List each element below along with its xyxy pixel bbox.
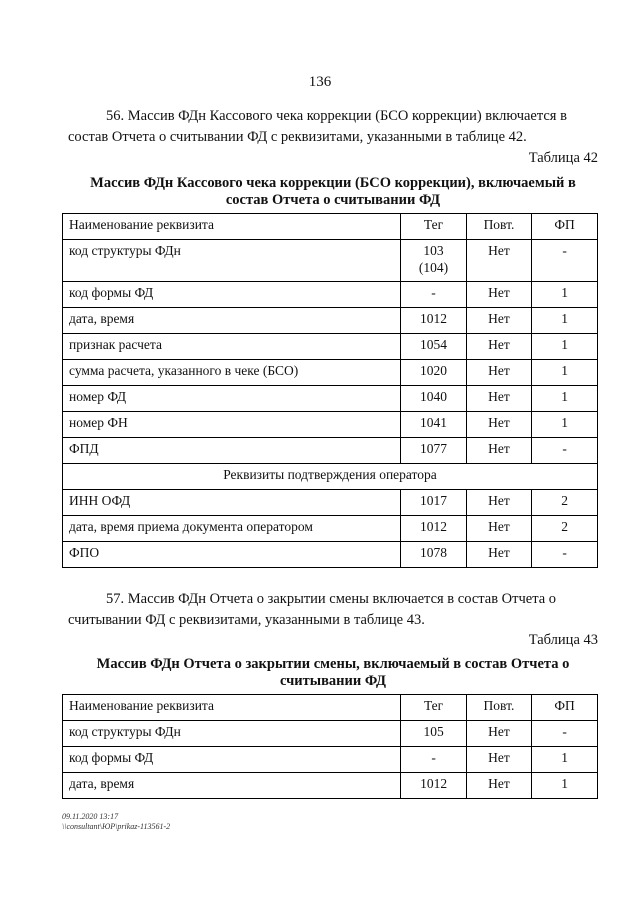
table-row: [63, 721, 598, 747]
cell-fp: 1: [532, 360, 598, 386]
cell-tag: 1078: [401, 542, 466, 568]
cell-repeat: Нет: [466, 282, 532, 308]
cell-repeat: Нет: [466, 773, 532, 799]
cell-name: номер ФД: [63, 386, 401, 412]
table-43-title: [68, 656, 598, 690]
cell-name: код структуры ФДн: [63, 721, 401, 747]
table-42-title-line2: состав Отчета о считывании ФД: [225, 192, 441, 208]
cell-repeat: Нет: [466, 386, 532, 412]
cell-tag: -: [401, 747, 466, 773]
cell-tag: -: [401, 282, 466, 308]
footer-stamp: [62, 812, 170, 832]
table-row: [63, 542, 598, 568]
table-header-row: [63, 214, 598, 240]
cell-repeat: Нет: [466, 240, 532, 282]
cell-repeat: Нет: [466, 721, 532, 747]
table-42-title-line1: Массив ФДн Кассового чека коррекции (БСО коррекции), включаемый в: [90, 175, 576, 191]
cell-fp: 2: [532, 516, 598, 542]
table-43-caption: Таблица 43: [528, 632, 598, 648]
paragraph-56-line2: состав Отчета о считывании ФД с реквизитами, указанными в таблице 42.: [68, 129, 527, 145]
cell-fp: -: [532, 438, 598, 464]
paragraph-57-line1: 57. Массив ФДн Отчета о закрытии смены включается в состав Отчета о: [106, 591, 557, 607]
cell-name: номер ФН: [63, 412, 401, 438]
table-43: [62, 694, 598, 799]
cell-tag: 1012: [401, 308, 466, 334]
table-row: [63, 438, 598, 464]
operator-confirmation-subheader: Реквизиты подтверждения оператора: [63, 464, 598, 490]
table-42-caption: Таблица 42: [528, 150, 598, 166]
cell-fp: -: [532, 542, 598, 568]
header-repeat: Повт.: [466, 695, 532, 721]
cell-name: код формы ФД: [63, 282, 401, 308]
cell-repeat: Нет: [466, 542, 532, 568]
table-row: [63, 308, 598, 334]
table-row: [63, 747, 598, 773]
cell-fp: 1: [532, 773, 598, 799]
table-row: [63, 240, 598, 282]
header-fp: ФП: [532, 214, 598, 240]
cell-name: код формы ФД: [63, 747, 401, 773]
table-row: [63, 386, 598, 412]
cell-tag: 105: [401, 721, 466, 747]
cell-name: сумма расчета, указанного в чеке (БСО): [63, 360, 401, 386]
header-name: Наименование реквизита: [63, 214, 401, 240]
cell-fp: 1: [532, 386, 598, 412]
cell-fp: 2: [532, 490, 598, 516]
footer-filepath: \\consultant\ЮР\prikaz-113561-2: [62, 822, 171, 831]
cell-fp: -: [532, 240, 598, 282]
footer-timestamp: 09.11.2020 13:17: [62, 812, 119, 821]
paragraph-57-line2: считывании ФД с реквизитами, указанными в таблице 43.: [68, 612, 425, 628]
cell-fp: -: [532, 721, 598, 747]
cell-tag: 1054: [401, 334, 466, 360]
paragraph-57: [68, 589, 598, 631]
cell-tag-primary: 103: [423, 243, 444, 258]
table-row: [63, 773, 598, 799]
paragraph-56-line1: 56. Массив ФДн Кассового чека коррекции (БСО коррекции) включается в: [106, 108, 567, 124]
cell-repeat: Нет: [466, 334, 532, 360]
paragraph-56: [68, 106, 598, 148]
table-43-title-line1: Массив ФДн Отчета о закрытии смены, включаемый в состав Отчета о: [96, 656, 570, 672]
table-row: [63, 490, 598, 516]
cell-fp: 1: [532, 747, 598, 773]
cell-name: дата, время: [63, 308, 401, 334]
cell-tag: 1012: [401, 773, 466, 799]
header-name: Наименование реквизита: [63, 695, 401, 721]
table-row: [63, 412, 598, 438]
cell-tag: 1020: [401, 360, 466, 386]
table-43-title-line2: считывании ФД: [279, 673, 387, 689]
header-repeat: Повт.: [466, 214, 532, 240]
cell-repeat: Нет: [466, 490, 532, 516]
header-tag: Тег: [401, 695, 466, 721]
table-row: [63, 516, 598, 542]
cell-tag: 1017: [401, 490, 466, 516]
cell-fp: 1: [532, 334, 598, 360]
table-42: [62, 213, 598, 568]
cell-tag-secondary: (104): [418, 260, 449, 275]
cell-name: ФПД: [63, 438, 401, 464]
table-42-title: [68, 175, 598, 209]
table-row: [63, 282, 598, 308]
cell-tag: 1041: [401, 412, 466, 438]
header-tag: Тег: [401, 214, 466, 240]
cell-repeat: Нет: [466, 438, 532, 464]
cell-repeat: Нет: [466, 747, 532, 773]
cell-repeat: Нет: [466, 308, 532, 334]
table-subheader-row: [63, 464, 598, 490]
cell-name: ИНН ОФД: [63, 490, 401, 516]
cell-tag: 1077: [401, 438, 466, 464]
cell-tag: 1040: [401, 386, 466, 412]
cell-repeat: Нет: [466, 516, 532, 542]
cell-name: дата, время: [63, 773, 401, 799]
cell-name: код структуры ФДн: [63, 240, 401, 282]
cell-repeat: Нет: [466, 360, 532, 386]
cell-repeat: Нет: [466, 412, 532, 438]
cell-name: дата, время приема документа оператором: [63, 516, 401, 542]
cell-fp: 1: [532, 308, 598, 334]
cell-name: ФПО: [63, 542, 401, 568]
table-row: [63, 360, 598, 386]
page-number: 136: [308, 74, 332, 90]
cell-name: признак расчета: [63, 334, 401, 360]
cell-fp: 1: [532, 412, 598, 438]
header-fp: ФП: [532, 695, 598, 721]
cell-fp: 1: [532, 282, 598, 308]
cell-tag: [401, 240, 466, 282]
table-row: [63, 334, 598, 360]
cell-tag: 1012: [401, 516, 466, 542]
table-header-row: [63, 695, 598, 721]
